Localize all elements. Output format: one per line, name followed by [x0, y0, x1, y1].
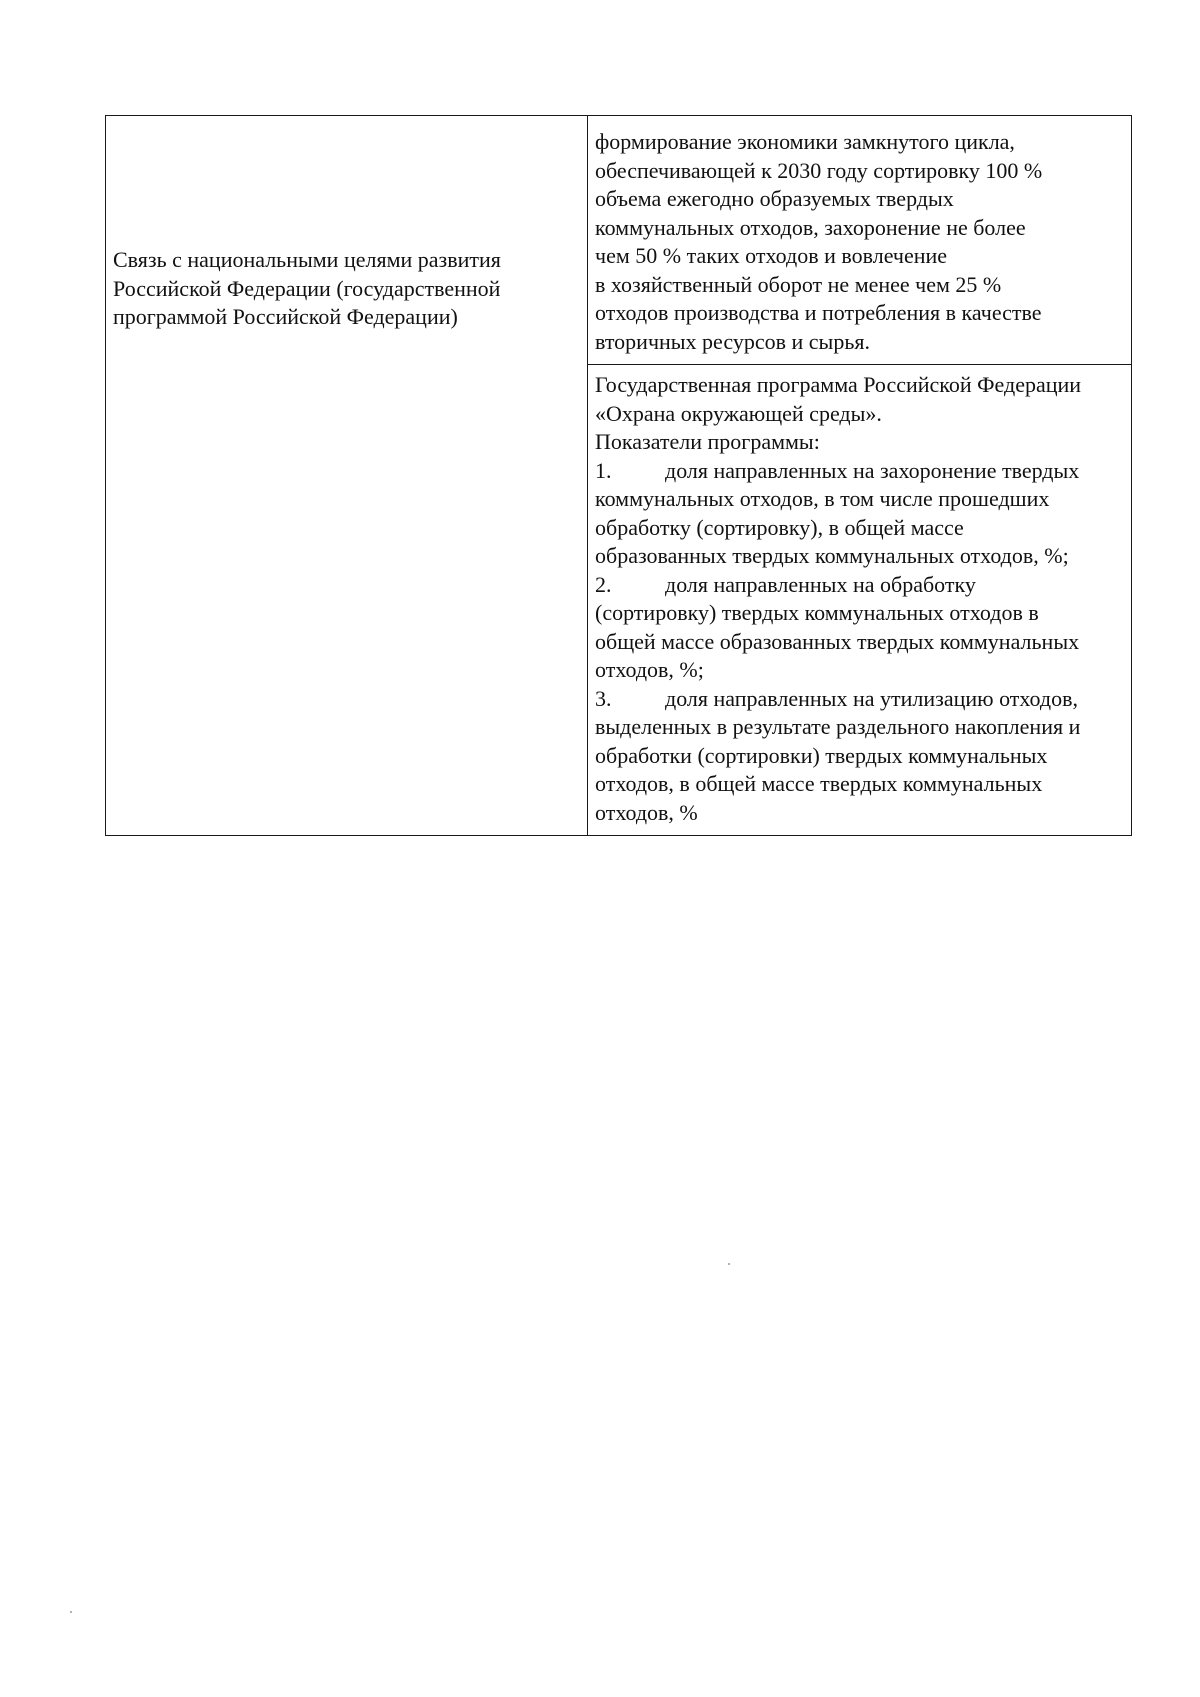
label-line: Связь с национальными целями развития [113, 247, 501, 272]
text-line: коммунальных отходов, захоронение не более [595, 214, 1026, 240]
indicator-line: общей массе образованных твердых коммунальных [595, 628, 1080, 654]
indicator-line: отходов, %; [595, 657, 704, 682]
national-goals-label-cell [106, 116, 588, 836]
indicator-number: 2. [595, 571, 612, 597]
text-line: отходов производства и потребления в качестве [595, 300, 1042, 325]
national-goals-label [106, 116, 587, 332]
indicator-first-line: доля направленных на обработку [665, 571, 976, 597]
program-intro-line: Показатели программы: [595, 429, 820, 454]
text-line: чем 50 % таких отходов и вовлечение [595, 243, 948, 268]
indicator-line: образованных твердых коммунальных отходов, %; [595, 543, 1069, 568]
indicator-first-line: доля направленных на захоронение твердых [665, 457, 1080, 483]
indicator-number: 1. [595, 457, 612, 483]
state-program-text [588, 365, 1131, 835]
scan-speck [728, 1263, 730, 1265]
indicator-line: коммунальных отходов, в том числе прошедших [595, 486, 1050, 511]
program-table [105, 115, 1132, 836]
circular-economy-goal-cell [588, 116, 1132, 365]
indicator-number: 3. [595, 685, 612, 711]
indicator-line: обработки (сортировки) твердых коммунальных [595, 742, 1048, 768]
indicator-line: отходов, в общей массе твердых коммунальных [595, 771, 1043, 796]
program-intro-line: «Охрана окружающей среды». [595, 400, 882, 426]
indicator-first-line: доля направленных на утилизацию отходов, [665, 685, 1079, 711]
text-line: обеспечивающей к 2030 году сортировку 100 % [595, 157, 1043, 183]
label-line: Российской Федерации (государственной [113, 275, 501, 301]
scan-speck [70, 1611, 72, 1613]
state-program-cell [588, 365, 1132, 836]
indicator-line: отходов, % [595, 799, 698, 825]
text-line: объема ежегодно образуемых твердых [595, 186, 954, 211]
indicator-line: (сортировку) твердых коммунальных отходов в [595, 600, 1039, 625]
text-line: в хозяйственный оборот не менее чем 25 % [595, 271, 1002, 297]
table-row [106, 116, 1132, 365]
text-line: вторичных ресурсов и сырья. [595, 328, 870, 354]
indicator-item-1 [595, 457, 1127, 571]
circular-economy-goal-text [588, 116, 1131, 364]
text-line: формирование экономики замкнутого цикла, [595, 129, 1015, 154]
label-line: программой Российской Федерации) [113, 304, 458, 329]
indicator-line: выделенных в результате раздельного накопления и [595, 714, 1081, 739]
indicator-item-2 [595, 571, 1127, 685]
program-intro-line: Государственная программа Российской Федерации [595, 372, 1082, 397]
indicator-item-3 [595, 685, 1127, 828]
indicator-line: обработку (сортировку), в общей массе [595, 514, 964, 540]
